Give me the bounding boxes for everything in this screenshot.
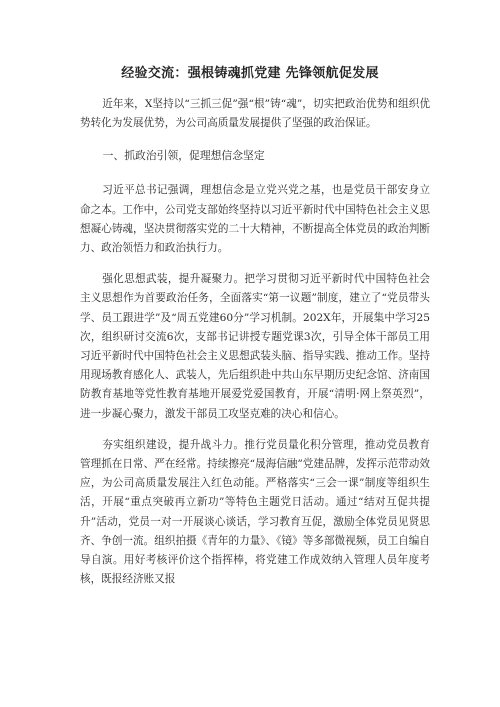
intro-paragraph: 近年来，X坚持以“三抓三促”强“根”铸“魂”，切实把政治优势和组织优势转化为发展优势，为公司高质量发展提供了坚强的政治保证。 <box>80 98 430 130</box>
body-paragraph: 强化思想武装，提升凝聚力。把学习贯彻习近平新时代中国特色社会主义思想作为首要政治任务，全面落实“第一议题”制度，建立了“党员带头学、员工跟进学”及“周五党建60分”学习机制。202X年，开展集中学习25次，组织研讨交流6次，支部书记讲授专题党课3次，引导全体干部员工用习近平新时代中国特色社会主义思想武装头脑、指导实践、推动工作。坚持用现场教育感化人、武装人，先后组织赴中共山东早期历史纪念馆、济南国防教育基地等党性教育基地开展爱党爱国教育，开展“清明·网上祭英烈”，进一步凝心聚力，激发干部员工攻坚克难的决心和信心。 <box>80 273 430 420</box>
document-body <box>80 95 430 601</box>
section-heading: 一、抓政治引领，促理想信念坚定 <box>102 149 265 163</box>
body-paragraph: 夯实组织建设，提升战斗力。推行党员量化积分管理，推动党员教育管理抓在日常、严在经常。持续擦亮“晟海信融”党建品牌，发挥示范带动效应，为公司高质量发展注入红色动能。严格落实“三会一课”制度等组织生活，开展“重点突破再立新功”等特色主题党日活动。通过“结对互促共提升”活动，党员一对一开展谈心谈话，学习教育互促，激励全体党员见贤思齐、争创一流。组织拍摄《青年的力量》、《镜》等多部微视频，员工自编自导自演。用好考核评价这个指挥棒，将党建工作成效纳入管理人员年度考核，既报经济账又报 <box>80 438 430 586</box>
document-title: 经验交流：强根铸魂抓党建 先锋领航促发展 <box>121 66 379 81</box>
body-paragraph: 习近平总书记强调，理想信念是立党兴党之基，也是党员干部安身立命之本。工作中，公司党支部始终坚持以习近平新时代中国特色社会主义思想凝心铸魂，坚决贯彻落实党的二十大精神，不断提高全体党员的政治判断力、政治领悟力和政治执行力。 <box>80 184 430 255</box>
